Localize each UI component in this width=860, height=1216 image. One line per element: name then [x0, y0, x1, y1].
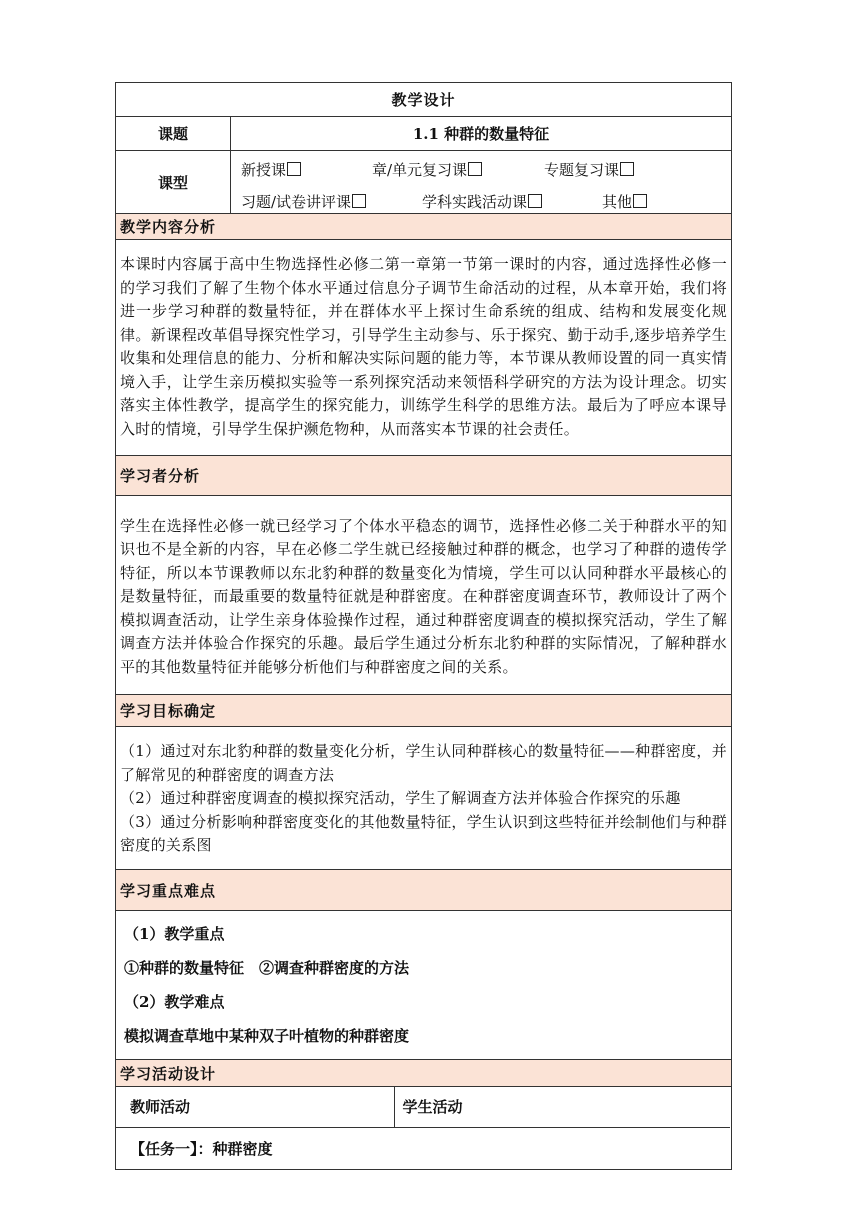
teacher-activity-header: 教师活动	[116, 1087, 394, 1127]
checkbox[interactable]	[633, 194, 647, 208]
learner-analysis-heading: 学习者分析	[116, 456, 732, 496]
checkbox[interactable]	[620, 162, 634, 176]
checkbox[interactable]	[352, 194, 366, 208]
lesson-type-label: 课型	[116, 151, 231, 214]
lesson-plan-table	[115, 82, 732, 1170]
objective-item: （3）通过分析影响种群密度变化的其他数量特征，学生认识到这些特征并绘制他们与种群密度的关系图	[120, 812, 728, 855]
activity-table	[116, 1087, 730, 1169]
checkbox[interactable]	[528, 194, 542, 208]
learner-analysis-text: 学生在选择性必修一就已经学习了个体水平稳态的调节，选择性必修二关于种群水平的知识也不是全新的内容，早在必修二学生就已经接触过种群的概念，也学习了种群的遗传学特征，所以本节课教师以东北豹种群的数量变化为情境，学生可以认同种群水平最核心的是数量特征，而最重要的数量特征就是种群密度。在种群密度调查环节，教师设计了两个模拟调查活动，让学生亲身体验操作过程，通过种群密度调查的模拟探究活动，学生了解调查方法并体验合作探究的乐趣。最后学生通过分析东北豹种群的实际情况，了解种群水平的其他数量特征并能够分析他们与种群密度之间的关系。	[116, 496, 732, 695]
objective-item: （1）通过对东北豹种群的数量变化分析，学生认同种群核心的数量特征——种群密度，并了解常见的种群密度的调查方法	[120, 742, 728, 784]
topic-label: 课题	[116, 117, 231, 151]
option-unit-review[interactable]: 章/单元复习课	[372, 159, 482, 180]
option-other[interactable]: 其他	[602, 191, 647, 212]
document-title: 教学设计	[116, 83, 732, 117]
focus-text: ①种群的数量特征 ②调查种群密度的方法	[124, 959, 410, 977]
option-practice-activity[interactable]: 学科实践活动课	[422, 191, 542, 212]
topic-value: 1.1 种群的数量特征	[231, 117, 732, 151]
objective-item: （2）通过种群密度调查的模拟探究活动，学生了解调查方法并体验合作探究的乐趣	[120, 789, 681, 808]
option-exercise-review[interactable]: 习题/试卷讲评课	[241, 191, 366, 212]
task-one-heading: 【任务一】：种群密度	[116, 1127, 730, 1169]
checkbox[interactable]	[287, 162, 301, 176]
activity-design-table-cell	[116, 1087, 732, 1170]
activity-design-heading: 学习活动设计	[116, 1060, 732, 1087]
key-points-heading: 学习重点难点	[116, 870, 732, 911]
option-topic-review[interactable]: 专题复习课	[544, 159, 634, 180]
objectives-list	[116, 727, 732, 870]
focus-label: （1）教学重点	[124, 925, 225, 943]
checkbox[interactable]	[468, 162, 482, 176]
option-new-lesson[interactable]: 新授课	[241, 159, 301, 180]
lesson-plan-document	[115, 82, 731, 1170]
student-activity-header: 学生活动	[394, 1087, 730, 1127]
difficulty-text: 模拟调查草地中某种双子叶植物的种群密度	[124, 1027, 410, 1045]
key-points-content	[116, 911, 732, 1060]
objectives-heading: 学习目标确定	[116, 695, 732, 727]
content-analysis-text: 本课时内容属于高中生物选择性必修二第一章第一节第一课时的内容，通过选择性必修一的学习我们了解了生物个体水平通过信息分子调节生命活动的过程，从本章开始，我们将进一步学习种群的数量特征，并在群体水平上探讨生命系统的组成、结构和发展变化规律。新课程改革倡导探究性学习，引导学生主动参与、乐于探究、勤于动手,逐步培养学生收集和处理信息的能力、分析和解决实际问题的能力等，本节课从教师设置的同一真实情境入手，让学生亲历模拟实验等一系列探究活动来领悟科学研究的方法为设计理念。切实落实主体性教学，提高学生的探究能力，训练学生科学的思维方法。最后为了呼应本课导入时的情境，引导学生保护濒危物种，从而落实本节课的社会责任。	[116, 240, 732, 456]
difficulty-label: （2）教学难点	[124, 993, 225, 1011]
content-analysis-heading: 教学内容分析	[116, 214, 732, 240]
lesson-type-options	[231, 151, 732, 214]
